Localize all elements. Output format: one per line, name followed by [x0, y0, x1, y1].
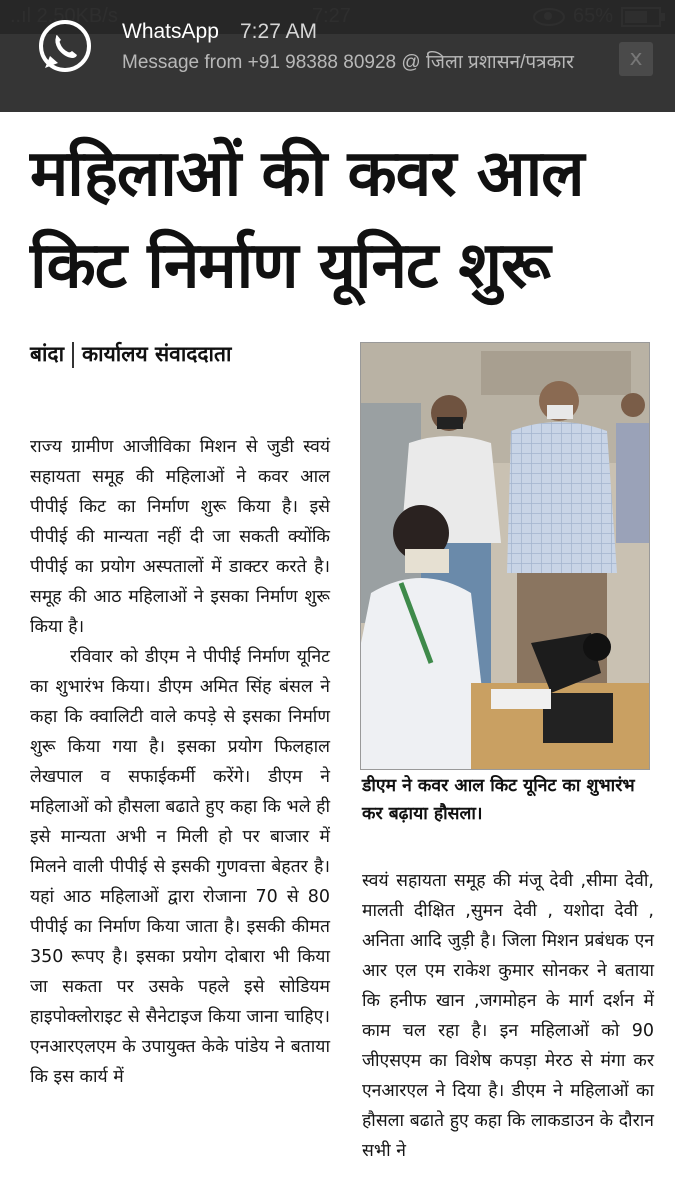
byline-author: कार्यालय संवाददाता: [82, 342, 232, 366]
article-headline: [30, 128, 650, 312]
paragraph-3: स्वयं सहायता समूह की मंजू देवी ,सीमा देवी, मालती दीक्षित ,सुमन देवी , यशोदा देवी , अनिता आदि जुड़ी है। जिला मिशन प्रबंधक एन आर एल एम राकेश कुमार सोनकर ने बताया कि हनीफ खान ,जगमोहन के मार्ग दर्शन में काम चल रहा है। इन महिलाओं को 90 जीएसएम का विशेष कपड़ा मेरठ से मंगा कर एनआरएल ने दिया है। डीएम ने महिलाओं का हौसला बढाते हुए कहा कि लाकडाउन के दौरान सभी ने: [362, 871, 654, 1161]
whatsapp-icon: [36, 18, 94, 76]
byline: [30, 340, 231, 368]
notification-time: 7:27 AM: [240, 20, 318, 43]
paragraph-2: रविवार को डीएम ने पीपीई निर्माण यूनिट का शुभारंभ किया। डीएम अमित सिंह बंसल ने कहा कि क्वालिटी वाले कपड़े से इसका निर्माण शुरू किया गया है। इसका प्रयोग फिलहाल लेखपाल व सफाईकर्मी करेंगे। डीएम ने महिलाओं को हौसला बढाते हुए कहा कि भले ही इसे मान्यता अभी न मिली हो पर बाजार में मिलने वाली पीपीई से इसकी गुणवत्ता बेहतर है। यहां आठ महिलाओं द्वारा रोजाना 70 से 80 पीपीई का निर्माण किया जाता है। इसकी कीमत 350 रूपए है। इसका प्रयोग दोबारा भी किया जा सकता पर उसके पहले इसे सोडियम हाइपोक्लोराइट से सैनेटाइज किया जाना चाहिए। एनआरएलएम के उपायुक्त केके पांडेय ने बताया कि इस कार्य में: [30, 647, 330, 1087]
byline-place: बांदा: [30, 342, 65, 366]
notification-message: Message from +91 98388 80928 @ जिला प्रशासन/पत्रकार: [122, 52, 574, 73]
photo-caption: डीएम ने कवर आल किट यूनिट का शुभारंभ कर बढ़ाया हौसला।: [362, 776, 635, 824]
paragraph-1: राज्य ग्रामीण आजीविका मिशन से जुडी स्वयं सहायता समूह की महिलाओं ने कवर आल पीपीई किट का निर्माण शुरू किया है। इसे पीपीई की मान्यता नहीं दी जा सकती क्योंकि पीपीई का प्रयोग अस्पतालों में डाक्टर करते है। समूह की आठ महिलाओं ने इसका निर्माण शुरू किया है।: [30, 437, 330, 637]
byline-divider: [72, 342, 74, 368]
notification-app-name: WhatsApp: [122, 20, 219, 43]
headline-line-1: महिलाओं की कवर आल: [30, 137, 584, 211]
article-column-left: [30, 432, 330, 1092]
article-column-right: [362, 866, 654, 1166]
close-icon[interactable]: x: [619, 42, 653, 76]
photo-illustration: [361, 343, 649, 769]
article-photo: [360, 342, 650, 770]
headline-line-2: किट निर्माण यूनिट शुरू: [30, 229, 550, 303]
whatsapp-notification[interactable]: [0, 0, 675, 112]
